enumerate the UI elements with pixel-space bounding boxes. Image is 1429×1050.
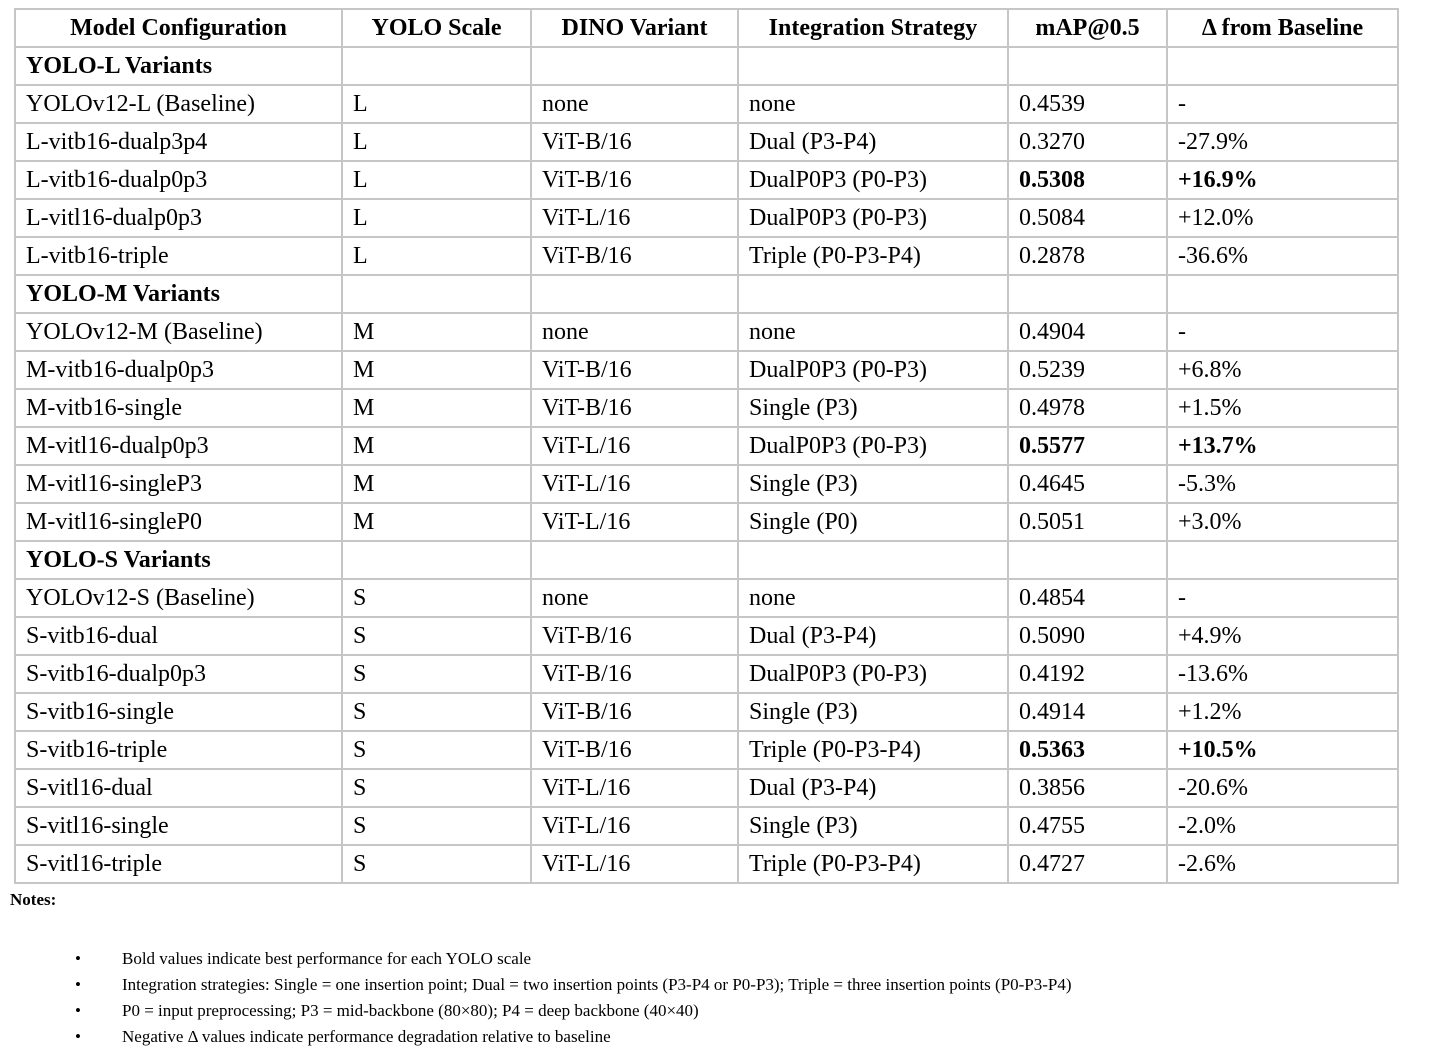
table-cell: M <box>342 313 531 351</box>
table-cell: DualP0P3 (P0-P3) <box>738 161 1008 199</box>
table-cell: 0.4854 <box>1008 579 1167 617</box>
table-cell: S <box>342 579 531 617</box>
table-cell: Triple (P0-P3-P4) <box>738 845 1008 883</box>
table-cell <box>738 275 1008 313</box>
table-row <box>15 123 1398 161</box>
table-cell: S <box>342 617 531 655</box>
notes-title: Notes: <box>10 890 57 909</box>
table-cell: -13.6% <box>1167 655 1398 693</box>
table-cell: S <box>342 769 531 807</box>
table-cell: L <box>342 199 531 237</box>
table-cell: DualP0P3 (P0-P3) <box>738 655 1008 693</box>
table-cell: 0.4755 <box>1008 807 1167 845</box>
table-row <box>15 351 1398 389</box>
table-cell: S <box>342 731 531 769</box>
table-cell <box>1167 275 1398 313</box>
table-cell: none <box>531 85 738 123</box>
table-cell: L <box>342 237 531 275</box>
table-cell: 0.3856 <box>1008 769 1167 807</box>
table-cell: DualP0P3 (P0-P3) <box>738 427 1008 465</box>
table-cell: Single (P3) <box>738 807 1008 845</box>
table-cell: Dual (P3-P4) <box>738 769 1008 807</box>
table-cell: -5.3% <box>1167 465 1398 503</box>
table-row <box>15 237 1398 275</box>
table-cell <box>531 541 738 579</box>
table-row <box>15 389 1398 427</box>
table-cell: none <box>738 85 1008 123</box>
table-cell: L-vitb16-dualp0p3 <box>15 161 342 199</box>
table-cell: +1.5% <box>1167 389 1398 427</box>
table-cell: 0.4645 <box>1008 465 1167 503</box>
table-cell: - <box>1167 313 1398 351</box>
column-header-2: DINO Variant <box>531 9 738 47</box>
column-header-1: YOLO Scale <box>342 9 531 47</box>
table-cell: L <box>342 85 531 123</box>
table-cell: +12.0% <box>1167 199 1398 237</box>
table-cell: Triple (P0-P3-P4) <box>738 731 1008 769</box>
table-cell <box>1008 541 1167 579</box>
table-cell: S <box>342 845 531 883</box>
table-cell: Single (P0) <box>738 503 1008 541</box>
table-cell: none <box>738 313 1008 351</box>
table-cell: 0.2878 <box>1008 237 1167 275</box>
table-cell: YOLOv12-M (Baseline) <box>15 313 342 351</box>
table-cell: 0.4904 <box>1008 313 1167 351</box>
note-item: • P0 = input preprocessing; P3 = mid-backbone (80×80); P4 = deep backbone (40×40) <box>10 998 1429 1024</box>
table-cell: +10.5% <box>1167 731 1398 769</box>
table-cell: S-vitb16-single <box>15 693 342 731</box>
table-cell <box>531 47 738 85</box>
table-header <box>15 9 1398 47</box>
table-row <box>15 503 1398 541</box>
table-cell: ViT-L/16 <box>531 503 738 541</box>
table-cell: S-vitl16-triple <box>15 845 342 883</box>
table-cell: +16.9% <box>1167 161 1398 199</box>
table-cell: M <box>342 427 531 465</box>
table-cell: ViT-L/16 <box>531 769 738 807</box>
notes-section <box>10 890 1429 1050</box>
table-cell: L-vitl16-dualp0p3 <box>15 199 342 237</box>
table-cell: -2.6% <box>1167 845 1398 883</box>
table-cell <box>342 541 531 579</box>
table-cell: YOLOv12-L (Baseline) <box>15 85 342 123</box>
table-cell: S <box>342 807 531 845</box>
table-cell: 0.5308 <box>1008 161 1167 199</box>
table-cell: M <box>342 465 531 503</box>
column-header-3: Integration Strategy <box>738 9 1008 47</box>
table-cell: 0.4914 <box>1008 693 1167 731</box>
table-cell: ViT-B/16 <box>531 123 738 161</box>
table-row <box>15 465 1398 503</box>
table-row <box>15 161 1398 199</box>
table-row <box>15 85 1398 123</box>
table-cell: ViT-L/16 <box>531 427 738 465</box>
table-cell: +4.9% <box>1167 617 1398 655</box>
page <box>0 8 1429 1046</box>
table-cell: -2.0% <box>1167 807 1398 845</box>
results-table <box>14 8 1399 884</box>
header-row <box>15 9 1398 47</box>
table-cell: -36.6% <box>1167 237 1398 275</box>
section-row <box>15 47 1398 85</box>
table-row <box>15 731 1398 769</box>
table-row <box>15 313 1398 351</box>
table-cell: S-vitl16-single <box>15 807 342 845</box>
table-cell <box>1167 541 1398 579</box>
table-cell: -20.6% <box>1167 769 1398 807</box>
table-cell: M-vitl16-singleP0 <box>15 503 342 541</box>
table-row <box>15 693 1398 731</box>
table-cell: ViT-B/16 <box>531 351 738 389</box>
table-cell: ViT-B/16 <box>531 389 738 427</box>
table-cell <box>531 275 738 313</box>
table-cell <box>342 275 531 313</box>
table-cell <box>1008 275 1167 313</box>
table-cell: 0.5051 <box>1008 503 1167 541</box>
column-header-5: Δ from Baseline <box>1167 9 1398 47</box>
table-cell: Single (P3) <box>738 465 1008 503</box>
table-cell: Dual (P3-P4) <box>738 123 1008 161</box>
table-cell: M <box>342 503 531 541</box>
table-cell: M-vitb16-dualp0p3 <box>15 351 342 389</box>
table-cell: L-vitb16-dualp3p4 <box>15 123 342 161</box>
table-cell: YOLO-S Variants <box>15 541 342 579</box>
table-cell: ViT-B/16 <box>531 161 738 199</box>
table-cell: +13.7% <box>1167 427 1398 465</box>
table-cell: S-vitb16-triple <box>15 731 342 769</box>
table-cell <box>738 47 1008 85</box>
table-cell: Dual (P3-P4) <box>738 617 1008 655</box>
table-cell: +6.8% <box>1167 351 1398 389</box>
table-cell: Single (P3) <box>738 389 1008 427</box>
table-cell: ViT-L/16 <box>531 845 738 883</box>
table-cell: none <box>531 579 738 617</box>
table-cell: M <box>342 389 531 427</box>
table-row <box>15 769 1398 807</box>
section-row <box>15 541 1398 579</box>
table-row <box>15 655 1398 693</box>
table-cell: YOLO-L Variants <box>15 47 342 85</box>
table-cell <box>738 541 1008 579</box>
table-cell: L <box>342 161 531 199</box>
table-cell: Single (P3) <box>738 693 1008 731</box>
table-cell: 0.3270 <box>1008 123 1167 161</box>
table-cell: S-vitl16-dual <box>15 769 342 807</box>
table-cell: 0.4727 <box>1008 845 1167 883</box>
table-row <box>15 427 1398 465</box>
table-cell: 0.4539 <box>1008 85 1167 123</box>
table-cell: ViT-L/16 <box>531 465 738 503</box>
table-cell: M-vitl16-dualp0p3 <box>15 427 342 465</box>
table-cell: -27.9% <box>1167 123 1398 161</box>
table-cell: Triple (P0-P3-P4) <box>738 237 1008 275</box>
table-cell: - <box>1167 579 1398 617</box>
table-cell: DualP0P3 (P0-P3) <box>738 351 1008 389</box>
table-cell: 0.5090 <box>1008 617 1167 655</box>
table-row <box>15 579 1398 617</box>
table-cell: 0.5363 <box>1008 731 1167 769</box>
table-cell: S-vitb16-dualp0p3 <box>15 655 342 693</box>
table-cell: S <box>342 655 531 693</box>
note-item: • Negative Δ values indicate performance degradation relative to baseline <box>10 1024 1429 1050</box>
table-row <box>15 199 1398 237</box>
table-cell: M <box>342 351 531 389</box>
table-cell: - <box>1167 85 1398 123</box>
table-cell: ViT-L/16 <box>531 199 738 237</box>
table-cell: ViT-B/16 <box>531 617 738 655</box>
table-cell: 0.4192 <box>1008 655 1167 693</box>
table-cell: S-vitb16-dual <box>15 617 342 655</box>
table-cell <box>1008 47 1167 85</box>
table-body <box>15 47 1398 883</box>
table-cell: M-vitb16-single <box>15 389 342 427</box>
table-cell: +3.0% <box>1167 503 1398 541</box>
table-cell: ViT-B/16 <box>531 731 738 769</box>
note-item: • Integration strategies: Single = one insertion point; Dual = two insertion points (P3-P4 or P0-P3); Triple = three insertion points (P0-P3-P4) <box>10 972 1429 998</box>
column-header-4: mAP@0.5 <box>1008 9 1167 47</box>
table-cell: +1.2% <box>1167 693 1398 731</box>
table-cell: ViT-B/16 <box>531 693 738 731</box>
table-cell: ViT-L/16 <box>531 807 738 845</box>
table-row <box>15 617 1398 655</box>
table-cell: S <box>342 693 531 731</box>
section-row <box>15 275 1398 313</box>
table-cell: L-vitb16-triple <box>15 237 342 275</box>
note-item: • Bold values indicate best performance for each YOLO scale <box>10 946 1429 972</box>
table-row <box>15 807 1398 845</box>
table-cell: ViT-B/16 <box>531 237 738 275</box>
table-cell: YOLOv12-S (Baseline) <box>15 579 342 617</box>
column-header-0: Model Configuration <box>15 9 342 47</box>
table-cell: ViT-B/16 <box>531 655 738 693</box>
table-cell: DualP0P3 (P0-P3) <box>738 199 1008 237</box>
table-cell: none <box>531 313 738 351</box>
table-cell: 0.5239 <box>1008 351 1167 389</box>
table-cell <box>342 47 531 85</box>
table-cell: YOLO-M Variants <box>15 275 342 313</box>
notes-list <box>10 946 1429 1050</box>
table-cell <box>1167 47 1398 85</box>
table-cell: 0.5577 <box>1008 427 1167 465</box>
table-cell: M-vitl16-singleP3 <box>15 465 342 503</box>
table-cell: 0.4978 <box>1008 389 1167 427</box>
table-cell: L <box>342 123 531 161</box>
table-cell: 0.5084 <box>1008 199 1167 237</box>
table-row <box>15 845 1398 883</box>
table-cell: none <box>738 579 1008 617</box>
